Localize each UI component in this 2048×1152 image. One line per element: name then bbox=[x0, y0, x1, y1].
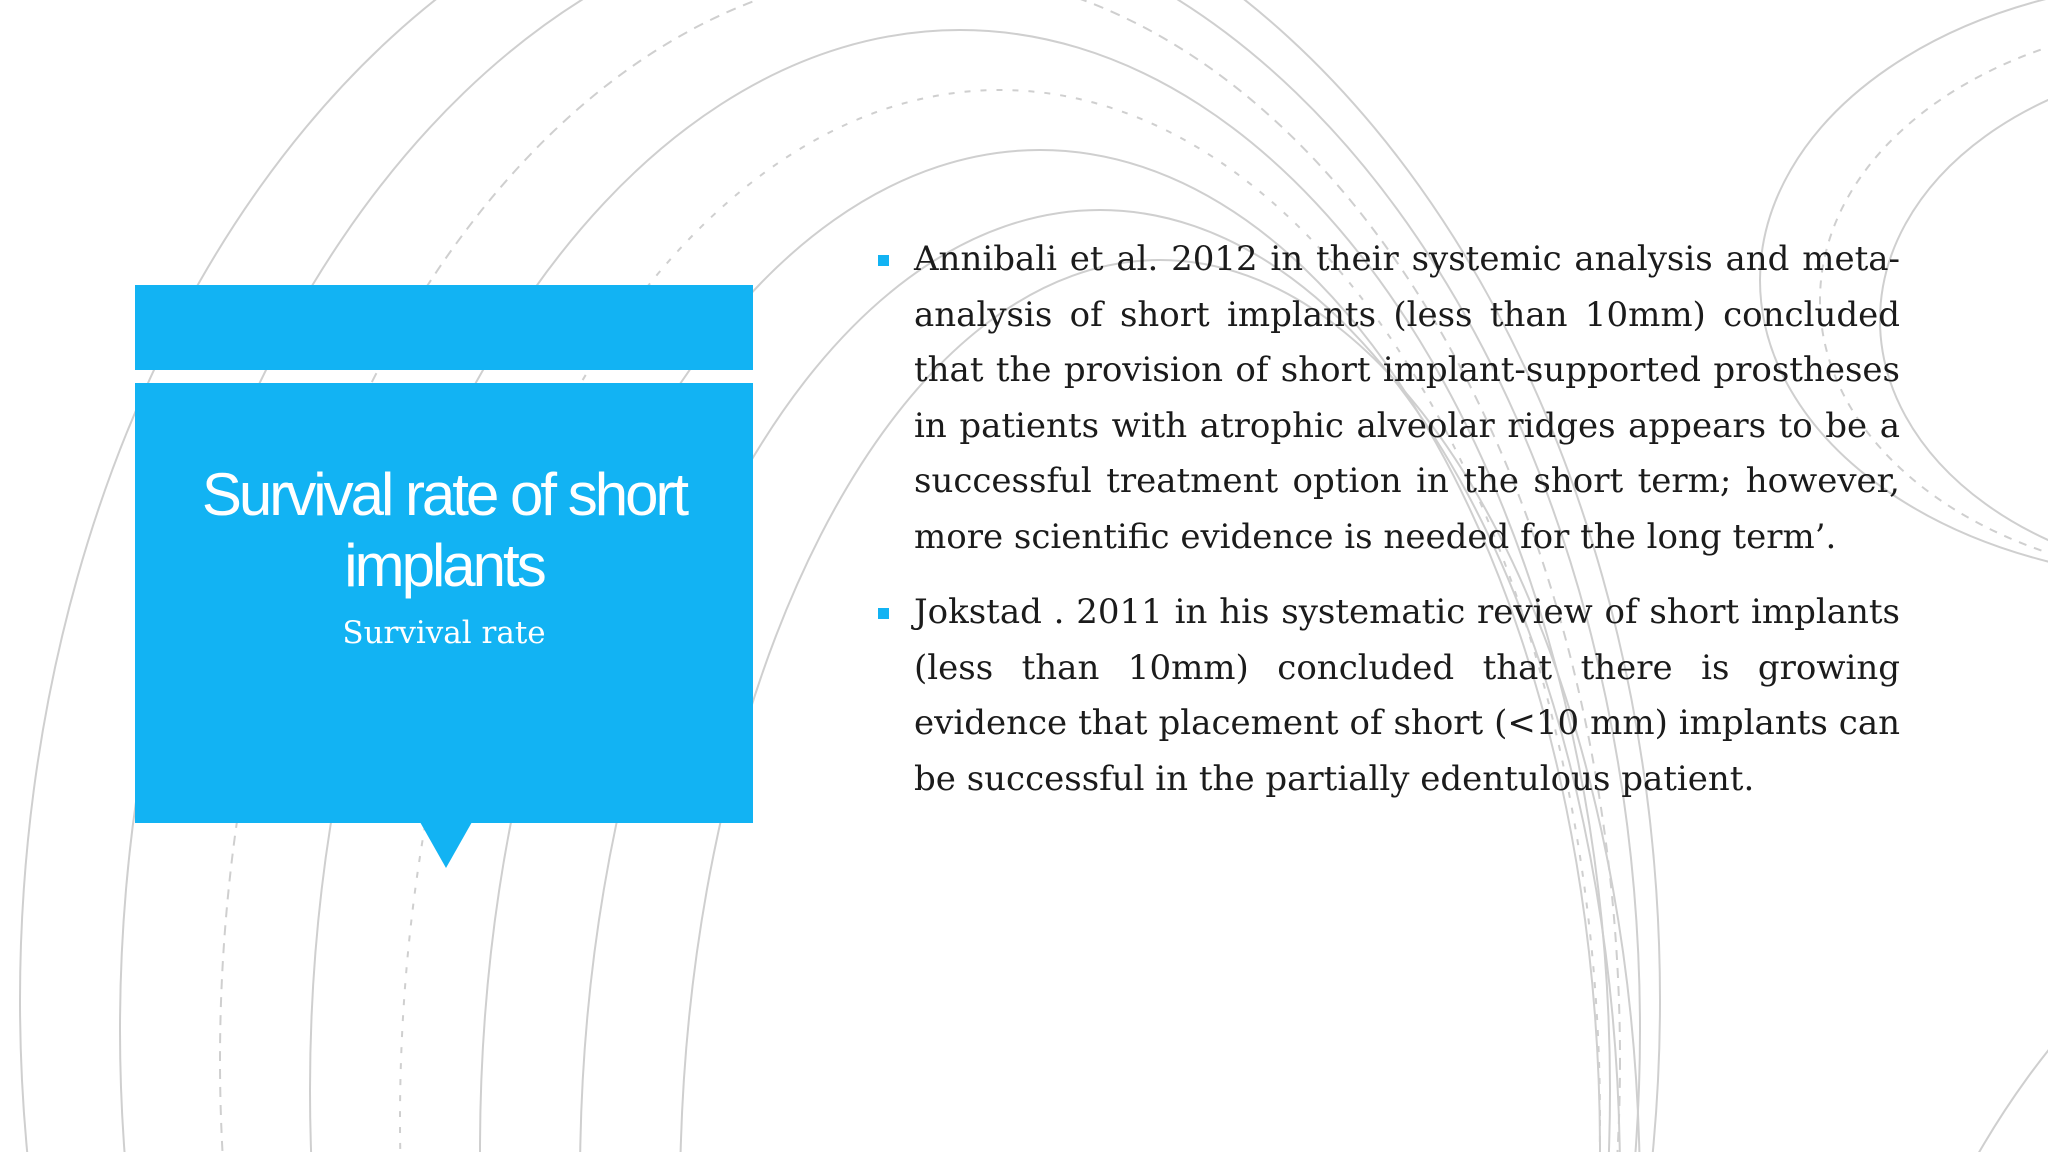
slide-subtitle: Survival rate bbox=[342, 615, 546, 651]
bullet-item bbox=[872, 232, 1900, 565]
decor-arc bbox=[2020, 1000, 2048, 1152]
bullet-item bbox=[872, 585, 1900, 807]
bullet-list bbox=[872, 232, 1900, 827]
title-callout-box bbox=[135, 383, 753, 823]
bullet-text: Annibali et al. 2012 in their systemic analysis and meta-analysis of short implants (less than 10mm) concluded that the provision of short implant-supported prostheses in patients with atrophic alveolar ridges appears to be a successful treatment option in the short term; however, more scientific evidence is needed for the long term’. bbox=[914, 239, 1900, 557]
bullet-text: Jokstad . 2011 in his systematic review of short implants (less than 10mm) concluded that there is growing evidence that placement of short (<10 mm) implants can be successful in the partially edentulous patient. bbox=[914, 592, 1900, 799]
square-bullet-icon bbox=[878, 255, 889, 266]
slide-title: Survival rate of short implants bbox=[201, 461, 687, 599]
decor-arc bbox=[1960, 940, 2048, 1152]
title-accent-band bbox=[135, 285, 753, 370]
decor-arc bbox=[1900, 880, 2048, 1152]
square-bullet-icon bbox=[878, 608, 889, 619]
callout-pointer bbox=[420, 822, 472, 868]
decor-arc bbox=[1840, 820, 2048, 1152]
